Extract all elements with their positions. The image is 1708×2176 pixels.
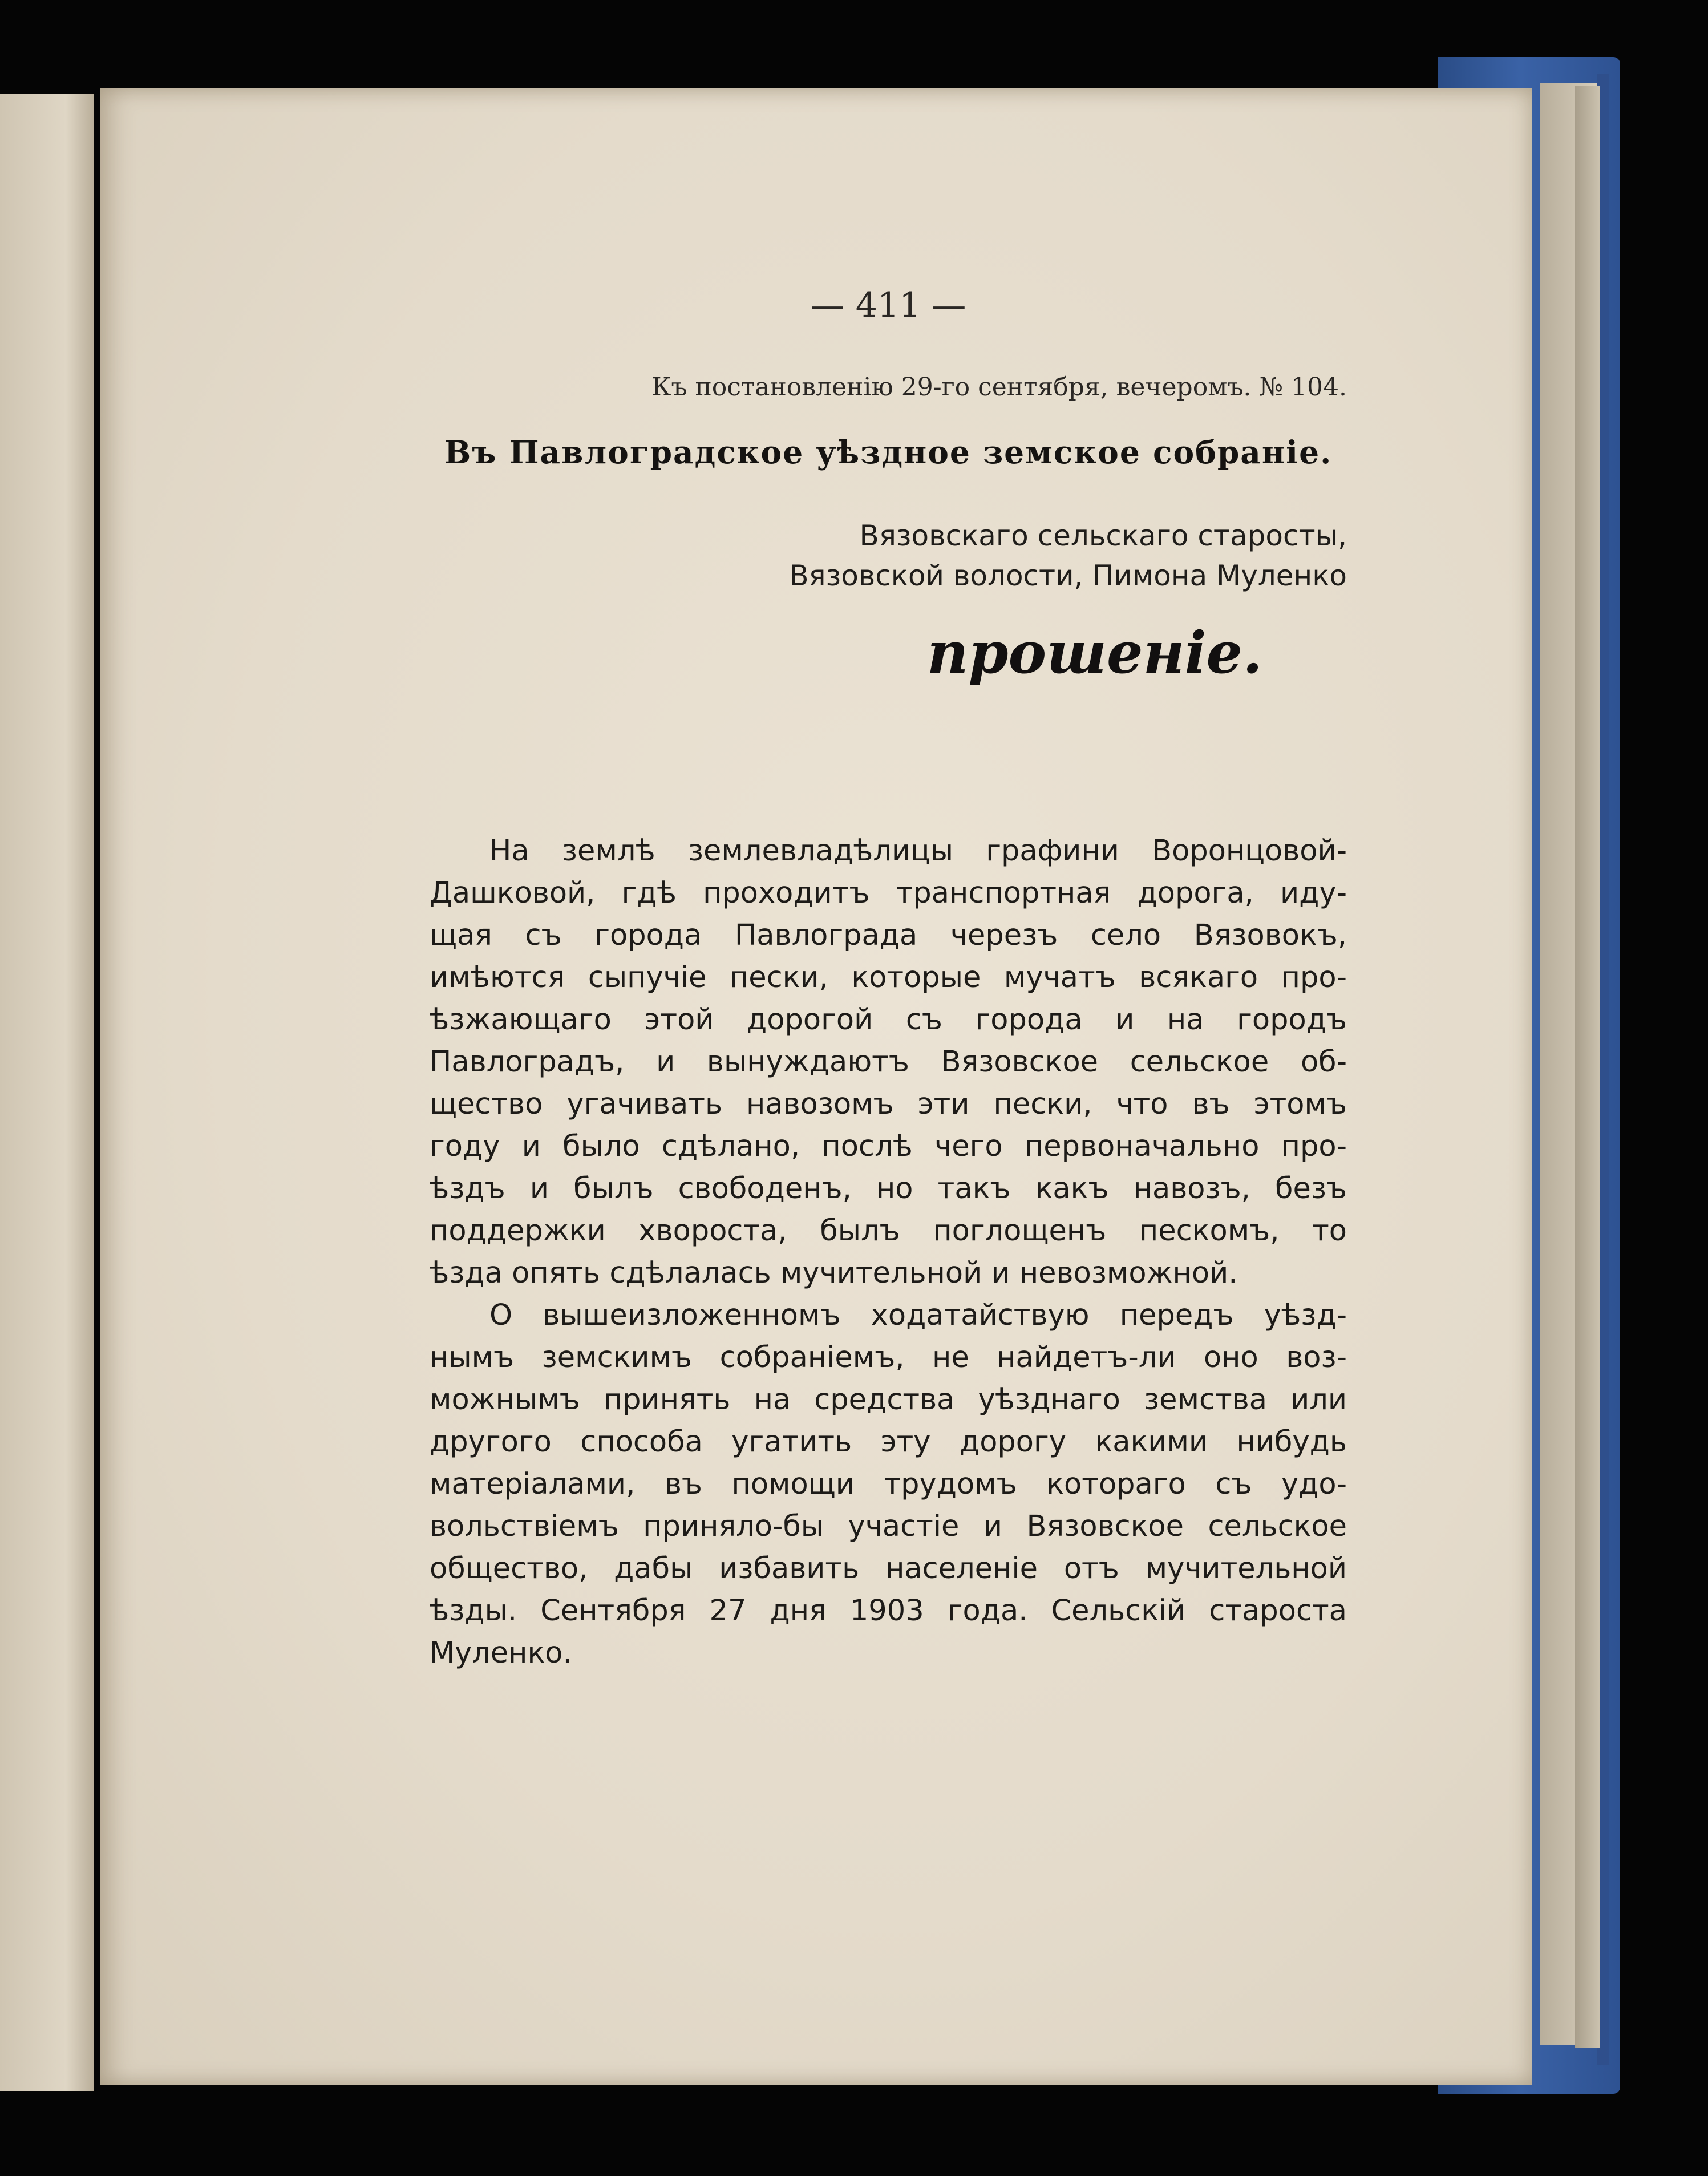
body-line: другого способа угатить эту дорогу какими нибудь: [430, 1425, 1347, 1459]
sender-line-2: Вязовской волости, Пимона Муленко: [789, 559, 1347, 592]
body-line: можнымъ принять на средства уѣзднаго земства или: [430, 1383, 1347, 1417]
body-line: О вышеизложенномъ ходатайствую передъ уѣзд-: [489, 1299, 1347, 1332]
body-line: поддержки хвороста, былъ поглощенъ пескомъ, то: [430, 1214, 1347, 1248]
page-number: — 411 —: [810, 285, 966, 325]
body-line: ѣзда опять сдѣлалась мучительной и невозможной.: [430, 1256, 1238, 1290]
body-line: Дашковой, гдѣ проходитъ транспортная дорога, иду-: [430, 876, 1347, 910]
body-line: Муленко.: [430, 1636, 572, 1670]
book-page: [100, 88, 1532, 2085]
document-title: прошеніе.: [926, 619, 1262, 686]
resolution-reference: Къ постановленію 29-го сентября, вечеромъ. № 104.: [651, 373, 1347, 402]
body-line: матеріалами, въ помощи трудомъ котораго съ удо-: [430, 1467, 1347, 1501]
previous-page: [0, 94, 94, 2091]
body-line: Павлоградъ, и вынуждаютъ Вязовское сельское об-: [430, 1045, 1347, 1079]
body-line: щество угачивать навозомъ эти пески, что въ этомъ: [430, 1087, 1347, 1121]
sender-line-1: Вязовскаго сельскаго старосты,: [859, 519, 1347, 552]
body-line: году и было сдѣлано, послѣ чего первоначально про-: [430, 1130, 1347, 1163]
body-line: общество, дабы избавить населеніе отъ мучительной: [430, 1552, 1347, 1586]
addressee-heading: Въ Павлоградское уѣздное земское собраніе.: [444, 434, 1333, 471]
body-line: ѣзжающаго этой дорогой съ города и на городъ: [430, 1003, 1347, 1037]
body-line: имѣются сыпучіе пески, которые мучатъ всякаго про-: [430, 961, 1347, 994]
body-line: ѣзды. Сентября 27 дня 1903 года. Сельскій староста: [430, 1594, 1347, 1628]
body-line: вольствіемъ приняло-бы участіе и Вязовское сельское: [430, 1510, 1347, 1543]
body-line: ѣздъ и былъ свободенъ, но такъ какъ навозъ, безъ: [430, 1172, 1347, 1206]
body-line: нымъ земскимъ собраніемъ, не найдетъ-ли оно воз-: [430, 1341, 1347, 1374]
body-line: На землѣ землевладѣлицы графини Воронцовой-: [489, 834, 1347, 868]
page-edges-inner: [1575, 86, 1600, 2048]
body-line: щая съ города Павлограда черезъ село Вязовокъ,: [430, 919, 1347, 952]
